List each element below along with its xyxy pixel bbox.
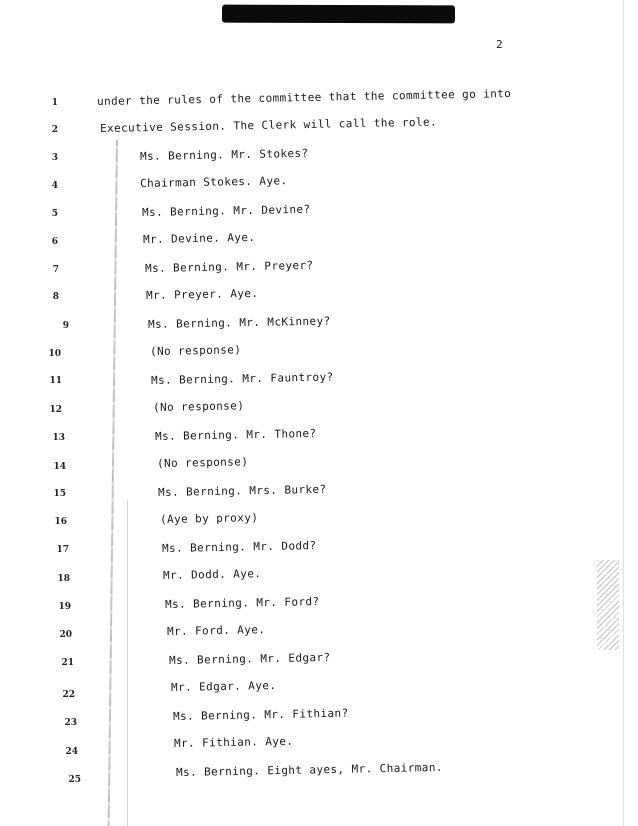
line-number: 25 <box>68 775 81 785</box>
line-number: 3 <box>51 153 58 163</box>
transcript-line: Mr. Devine. Aye. <box>142 230 256 246</box>
transcript-line: Chairman Stokes. Aye. <box>139 174 288 190</box>
line-number: 2 <box>51 125 58 135</box>
transcript-line: Ms. Berning. Mr. Ford? <box>164 595 320 611</box>
transcript-line: Ms. Berning. Mr. Stokes? <box>139 146 309 163</box>
line-number: 10 <box>48 349 61 359</box>
transcript-line: Ms. Berning. Mr. Dodd? <box>161 539 317 555</box>
line-number: 21 <box>61 658 74 668</box>
line-number: 13 <box>52 433 65 443</box>
line-number: 1 <box>51 98 58 108</box>
margin-rule <box>108 140 118 826</box>
line-number: 12 <box>49 405 62 415</box>
line-number: 18 <box>57 574 70 584</box>
line-number: 6 <box>51 237 58 247</box>
margin-rule-secondary <box>127 500 128 826</box>
transcript-line: Mr. Fithian. Aye. <box>173 734 294 750</box>
page-number: 2 <box>496 38 503 51</box>
transcript-line: Mr. Dodd. Aye. <box>162 567 262 582</box>
line-number: 4 <box>51 181 58 191</box>
line-number: 16 <box>54 517 67 527</box>
transcript-line: Ms. Berning. Mr. Preyer? <box>144 258 314 275</box>
transcript-line: Mr. Edgar. Aye. <box>170 678 277 694</box>
line-number: 24 <box>65 747 78 757</box>
line-number: 15 <box>53 489 66 499</box>
line-number: 22 <box>62 690 75 700</box>
scan-edge-artifact <box>597 560 619 650</box>
transcript-line: (Aye by proxy) <box>159 511 259 526</box>
scan-edge-line <box>623 0 624 826</box>
line-number: 23 <box>64 718 77 728</box>
line-number: 11 <box>49 376 62 386</box>
line-number: 9 <box>62 321 69 331</box>
transcript-line: Ms. Berning. Mr. Edgar? <box>168 650 331 667</box>
transcript-line: Ms. Berning. Mr. Devine? <box>141 202 311 219</box>
transcript-line: Ms. Berning. Mr. McKinney? <box>147 314 331 331</box>
transcript-line: (No response) <box>149 343 242 358</box>
transcript-line: Ms. Berning. Eight ayes, Mr. Chairman. <box>175 760 443 779</box>
line-number: 8 <box>52 292 59 302</box>
transcript-line: Mr. Preyer. Aye. <box>145 286 259 302</box>
transcript-line: Executive Session. The Clerk will call the role. <box>99 115 438 135</box>
transcript-line: Ms. Berning. Mr. Fithian? <box>172 706 349 723</box>
line-number: 14 <box>53 462 66 472</box>
transcript-line: Ms. Berning. Mr. Fauntroy? <box>150 370 334 387</box>
transcript-line: (No response) <box>152 399 245 414</box>
transcript-line: (No response) <box>156 455 249 470</box>
line-number: 17 <box>56 545 69 555</box>
transcript-line: Ms. Berning. Mrs. Burke? <box>157 482 327 499</box>
transcript-line: under the rules of the committee that the committee go into <box>96 87 512 108</box>
redaction-bar <box>222 5 455 24</box>
line-number: 5 <box>51 209 58 219</box>
transcript-line: Ms. Berning. Mr. Thone? <box>154 426 317 443</box>
line-number: 19 <box>58 602 71 612</box>
line-number: 20 <box>59 630 72 640</box>
transcript-line: Mr. Ford. Aye. <box>166 623 266 638</box>
line-number: 7 <box>52 265 59 275</box>
